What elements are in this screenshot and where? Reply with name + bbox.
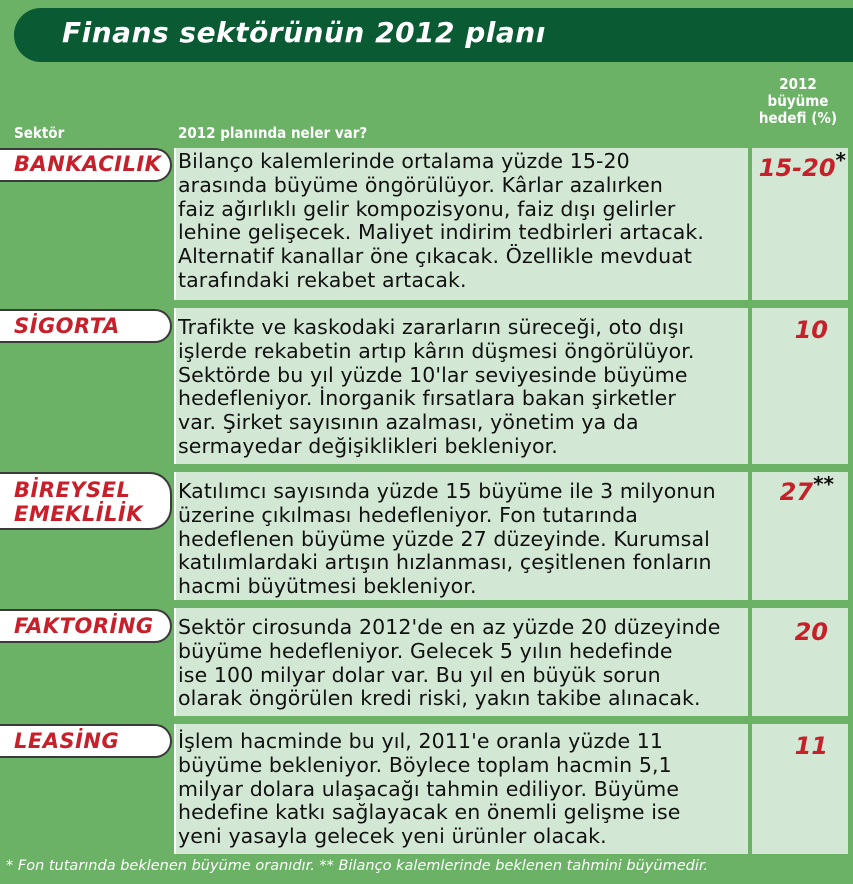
sector-line: BİREYSEL (14, 478, 131, 502)
row-leasing-description (178, 730, 681, 849)
header-sector: Sektör (14, 124, 65, 142)
text-line: lehine gelişecek. Maliyet indirim tedbirleri artacak. (178, 220, 705, 245)
sector-line: EMEKLİLİK (14, 502, 144, 526)
row-faktoring-sector: FAKTORİNG (14, 614, 154, 638)
target-footnote-mark: ** (813, 472, 834, 496)
text-line: ise 100 milyar dolar var. Bu yıl en büyük sorun (178, 662, 661, 687)
text-line: işlerde rekabetin artıp kârın düşmesi öngörülüyor. (178, 338, 695, 363)
row-faktoring-description (178, 616, 721, 711)
page-title: Finans sektörünün 2012 planı (62, 16, 546, 49)
target-value: 11 (794, 732, 828, 760)
text-line: arasında büyüme öngörülüyor. Kârlar azalırken (178, 172, 663, 197)
text-line: milyar dolara ulaşacağı tahmin ediliyor. Büyüme (178, 776, 680, 801)
text-line: büyüme hedefleniyor. Gelecek 5 yılın hedefinde (178, 638, 673, 663)
header-target-line1: 2012 (779, 75, 817, 93)
row-sigorta-target (752, 316, 848, 344)
text-line: Katılımcı sayısında yüzde 15 büyüme ile 3 milyonun (178, 479, 716, 503)
header-target (748, 76, 848, 127)
row-leasing-sector: LEASİNG (14, 729, 120, 753)
text-line: büyüme bekleniyor. Böylece toplam hacmin 5,1 (178, 752, 672, 777)
text-line: hacmi büyütmesi bekleniyor. (178, 574, 477, 599)
row-emeklilik-sector (14, 478, 143, 526)
text-line: tarafındaki rekabet artacak. (178, 267, 467, 292)
target-value: 27 (779, 478, 814, 506)
text-line: Trafikte ve kaskodaki zararların süreceği, oto dışı (178, 315, 685, 339)
text-line: hedeflenen büyüme yüzde 27 düzeyinde. Kurumsal (178, 526, 710, 551)
row-sigorta-description (178, 316, 694, 459)
header-target-line3: hedefi (%) (758, 109, 838, 127)
row-sigorta-sector: SİGORTA (14, 314, 120, 338)
row-emeklilik-target (752, 472, 848, 506)
text-line: katılımlardaki artışın hızlanması, çeşitlenen fonların (178, 550, 712, 575)
title-bar (14, 8, 853, 62)
header-plan: 2012 planında neler var? (178, 124, 368, 142)
text-line: olarak öngörülen kredi riski, yakın takibe alınacak. (178, 686, 701, 711)
row-faktoring-target (752, 618, 848, 646)
text-line: üzerine çıkılması hedefleniyor. Fon tutarında (178, 502, 638, 527)
text-line: Bilanço kalemlerinde ortalama yüzde 15-20 (178, 149, 630, 173)
text-line: Sektörde bu yıl yüzde 10'lar seviyesinde büyüme (178, 362, 688, 387)
row-bankacilik-sector: BANKACILIK (14, 152, 162, 176)
target-value: 10 (794, 316, 828, 344)
text-line: hedefine katkı sağlayacak en önemli gelişme ise (178, 800, 681, 825)
target-footnote-mark: * (835, 148, 846, 172)
row-bankacilik-target (752, 148, 848, 182)
text-line: Sektör cirosunda 2012'de en az yüzde 20 düzeyinde (178, 615, 721, 639)
text-line: var. Şirket sayısının azalması, yönetim ya da (178, 410, 639, 435)
text-line: yeni yasayla gelecek yeni ürünler olacak. (178, 824, 607, 849)
target-value: 20 (794, 618, 828, 646)
text-line: hedefleniyor. İnorganik fırsatlara bakan şirketler (178, 386, 676, 411)
target-value: 15-20 (758, 154, 836, 182)
row-emeklilik-description (178, 480, 716, 599)
header-target-line2: büyüme (767, 92, 829, 110)
text-line: İşlem hacminde bu yıl, 2011'e oranla yüzde 11 (178, 729, 664, 753)
row-bankacilik-description (178, 150, 704, 293)
text-line: faiz ağırlıklı gelir kompozisyonu, faiz dışı gelirler (178, 196, 676, 221)
row-leasing-target (752, 732, 848, 760)
text-line: sermayedar değişiklikleri bekleniyor. (178, 433, 558, 458)
footnote: * Fon tutarında beklenen büyüme oranıdır. ** Bilanço kalemlerinde beklenen tahmini büyümedir. (6, 858, 709, 874)
text-line: Alternatif kanallar öne çıkacak. Özellikle mevduat (178, 244, 693, 269)
